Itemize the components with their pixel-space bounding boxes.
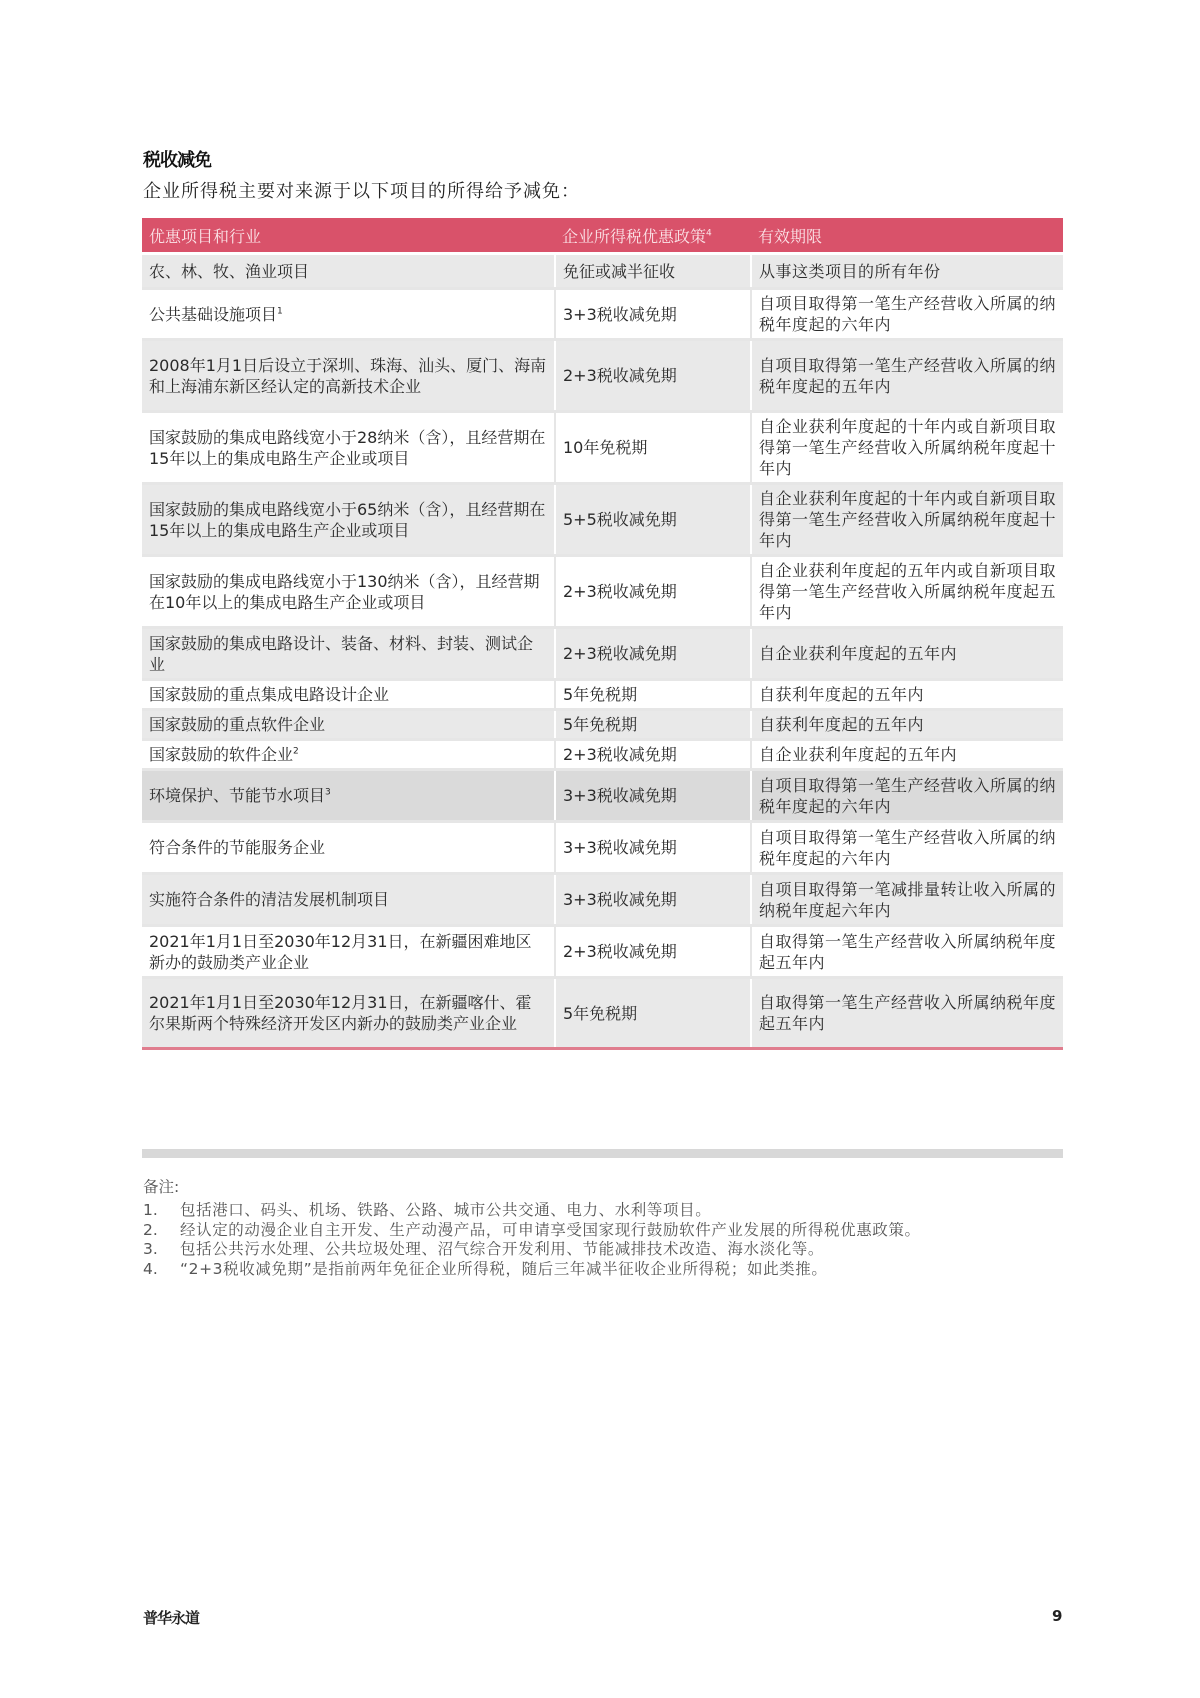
table-row: [142, 926, 1063, 978]
page-number: 9: [1052, 1607, 1063, 1625]
cell-period: 自获利年度起的五年内: [751, 710, 1063, 740]
cell-period: 自取得第一笔生产经营收入所属纳税年度起五年内: [751, 978, 1063, 1049]
cell-policy: 10年免税期: [555, 412, 751, 484]
cell-policy: 2+3税收减免期: [555, 556, 751, 628]
footnotes: [143, 1175, 921, 1279]
table-row: [142, 340, 1063, 412]
cell-item: 国家鼓励的集成电路设计、装备、材料、封装、测试企业: [142, 628, 555, 680]
column-header-policy: 企业所得税优惠政策$^4$: [555, 218, 751, 254]
table-row: [142, 556, 1063, 628]
cell-item: 国家鼓励的集成电路线宽小于28纳米（含），且经营期在15年以上的集成电路生产企业或项目: [142, 412, 555, 484]
footnote-item: 2. 经认定的动漫企业自主开发、生产动漫产品，可申请享受国家现行鼓励软件产业发展的所得税优惠政策。: [143, 1220, 921, 1239]
cell-policy: 3+3税收减免期: [555, 822, 751, 874]
table-row: [142, 289, 1063, 340]
column-header-period: 有效期限: [751, 218, 1063, 254]
cell-period: 自取得第一笔生产经营收入所属纳税年度起五年内: [751, 926, 1063, 978]
cell-item: 2008年1月1日后设立于深圳、珠海、汕头、厦门、海南和上海浦东新区经认定的高新技术企业: [142, 340, 555, 412]
cell-item: 公共基础设施项目$^1$: [142, 289, 555, 340]
cell-item: 国家鼓励的重点集成电路设计企业: [142, 680, 555, 710]
cell-period: 自企业获利年度起的五年内: [751, 628, 1063, 680]
footer-brand: 普华永道: [143, 1609, 200, 1627]
cell-period: 自项目取得第一笔生产经营收入所属的纳税年度起的六年内: [751, 289, 1063, 340]
cell-item: 国家鼓励的软件企业$^2$: [142, 740, 555, 770]
cell-policy: 2+3税收减免期: [555, 628, 751, 680]
table-row: [142, 740, 1063, 770]
cell-item: 国家鼓励的集成电路线宽小于130纳米（含），且经营期在10年以上的集成电路生产企业或项目: [142, 556, 555, 628]
table-row: [142, 628, 1063, 680]
cell-item: 国家鼓励的重点软件企业: [142, 710, 555, 740]
divider-bar: [142, 1149, 1063, 1158]
cell-period: 从事这类项目的所有年份: [751, 254, 1063, 289]
cell-policy: 5年免税期: [555, 680, 751, 710]
cell-item: 环境保护、节能节水项目$^3$: [142, 770, 555, 822]
cell-period: 自企业获利年度起的十年内或自新项目取得第一笔生产经营收入所属纳税年度起十年内: [751, 412, 1063, 484]
cell-policy: 3+3税收减免期: [555, 874, 751, 926]
footnote-ref: 1: [277, 306, 283, 317]
cell-period: 自企业获利年度起的五年内或自新项目取得第一笔生产经营收入所属纳税年度起五年内: [751, 556, 1063, 628]
section-intro: 企业所得税主要对来源于以下项目的所得给予减免：: [143, 181, 580, 202]
cell-period: 自企业获利年度起的五年内: [751, 740, 1063, 770]
cell-policy: 2+3税收减免期: [555, 340, 751, 412]
cell-policy: 2+3税收减免期: [555, 740, 751, 770]
cell-period: 自项目取得第一笔生产经营收入所属的纳税年度起的六年内: [751, 822, 1063, 874]
cell-policy: 3+3税收减免期: [555, 289, 751, 340]
footnote-ref: 4: [706, 228, 712, 239]
cell-policy: 5+5税收减免期: [555, 484, 751, 556]
footnote-item: 1. 包括港口、码头、机场、铁路、公路、城市公共交通、电力、水利等项目。: [143, 1201, 712, 1219]
footnote-ref: 3: [325, 787, 331, 798]
table-row: [142, 770, 1063, 822]
cell-period: 自获利年度起的五年内: [751, 680, 1063, 710]
section-title: 税收减免: [143, 150, 211, 171]
cell-item: 2021年1月1日至2030年12月31日，在新疆困难地区新办的鼓励类产业企业: [142, 926, 555, 978]
footnote-ref: 2: [293, 746, 299, 757]
table-row: [142, 484, 1063, 556]
footnote-item: 3. 包括公共污水处理、公共垃圾处理、沼气综合开发利用、节能减排技术改造、海水淡化等。: [143, 1240, 825, 1258]
cell-policy: 5年免税期: [555, 710, 751, 740]
cell-period: 自项目取得第一笔生产经营收入所属的纳税年度起的五年内: [751, 340, 1063, 412]
column-header-item: 优惠项目和行业: [142, 218, 555, 254]
cell-policy: 5年免税期: [555, 978, 751, 1049]
table-row: [142, 254, 1063, 289]
cell-period: 自项目取得第一笔减排量转让收入所属的纳税年度起六年内: [751, 874, 1063, 926]
cell-period: 自企业获利年度起的十年内或自新项目取得第一笔生产经营收入所属纳税年度起十年内: [751, 484, 1063, 556]
cell-period: 自项目取得第一笔生产经营收入所属的纳税年度起的六年内: [751, 770, 1063, 822]
tax-incentive-table: [142, 218, 1063, 1050]
cell-item: 符合条件的节能服务企业: [142, 822, 555, 874]
cell-item: 农、林、牧、渔业项目: [142, 254, 555, 289]
table-row: [142, 874, 1063, 926]
cell-item: 实施符合条件的清洁发展机制项目: [142, 874, 555, 926]
footnote-item: 4. “2+3税收减免期”是指前两年免征企业所得税，随后三年减半征收企业所得税；如此类推。: [143, 1259, 828, 1278]
table-row: [142, 822, 1063, 874]
cell-policy: 2+3税收减免期: [555, 926, 751, 978]
cell-policy: 免征或减半征收: [555, 254, 751, 289]
table-row: [142, 680, 1063, 710]
cell-policy: 3+3税收减免期: [555, 770, 751, 822]
cell-item: 2021年1月1日至2030年12月31日，在新疆喀什、霍尔果斯两个特殊经济开发区内新办的鼓励类产业企业: [142, 978, 555, 1049]
cell-item: 国家鼓励的集成电路线宽小于65纳米（含），且经营期在15年以上的集成电路生产企业或项目: [142, 484, 555, 556]
table-header-row: [142, 218, 1063, 254]
table-row: [142, 412, 1063, 484]
table-row: [142, 710, 1063, 740]
footnotes-title: 备注:: [143, 1178, 180, 1196]
table-row: [142, 978, 1063, 1049]
